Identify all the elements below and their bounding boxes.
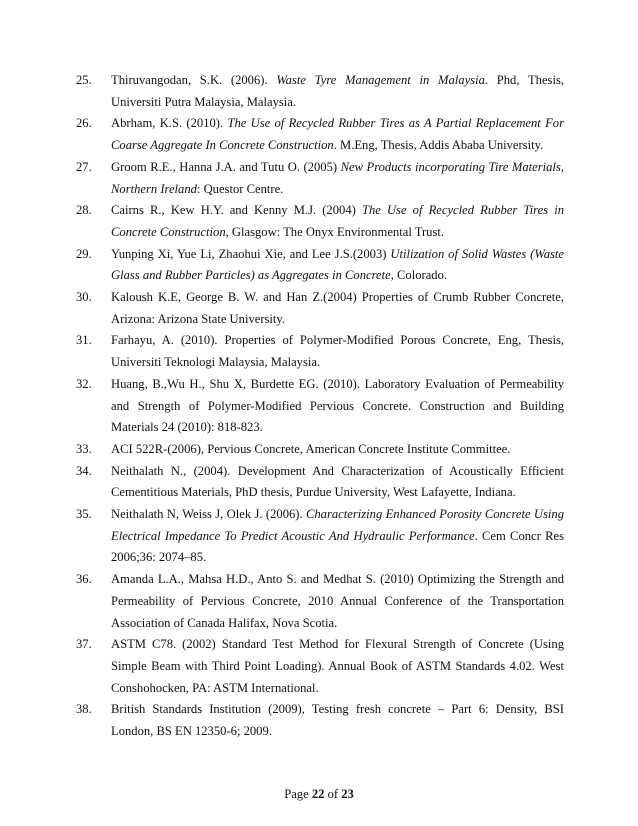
reference-title: Characterizing Enhanced Porosity Concrete Using Electrical Impedance To Predict Acoustic And Hydraulic Performance bbox=[111, 507, 564, 543]
reference-text bbox=[111, 634, 564, 699]
reference-segment: Thiruvangodan, S.K. (2006). bbox=[111, 73, 277, 87]
reference-item bbox=[76, 374, 564, 439]
reference-item bbox=[76, 244, 564, 287]
reference-item bbox=[76, 113, 564, 156]
reference-number: 26. bbox=[76, 116, 92, 131]
reference-item bbox=[76, 461, 564, 504]
footer-prefix: Page bbox=[284, 787, 312, 801]
reference-item bbox=[76, 70, 564, 113]
reference-title: New Products incorporating Tire Materials, Northern Ireland bbox=[111, 159, 564, 196]
reference-segment: . M.Eng, Thesis, Addis Ababa University. bbox=[333, 138, 544, 153]
reference-text bbox=[111, 374, 564, 439]
reference-segment: Amanda L.A., Mahsa H.D., Anto S. and Medhat S. (2010) Optimizing the Strength and Permeability of Pervious Concrete, 2010 Annual Conference of the Transportation Association of Canada Halifax, Nova Scotia. bbox=[111, 572, 564, 630]
reference-segment: Huang, B.,Wu H., Shu X, Burdette EG. (2010). Laboratory Evaluation of Permeability and Strength of Polymer-Modified Pervious Concrete. Construction and Building Materials 24 (2010): 818-823. bbox=[111, 376, 564, 435]
total-page-count: 23 bbox=[341, 787, 354, 801]
reference-number: 38. bbox=[76, 702, 92, 717]
reference-text bbox=[111, 157, 564, 200]
reference-item bbox=[76, 200, 564, 243]
reference-text bbox=[111, 330, 564, 373]
reference-number: 30. bbox=[76, 290, 92, 305]
reference-text bbox=[111, 439, 564, 461]
reference-segment: Farhayu, A. (2010). Properties of Polymer-Modified Porous Concrete, Eng, Thesis, Universiti Teknologi Malaysia, Malaysia. bbox=[111, 333, 564, 370]
reference-item bbox=[76, 330, 564, 373]
reference-item bbox=[76, 699, 564, 742]
reference-segment: : Questor Centre. bbox=[196, 181, 284, 196]
reference-segment: Groom R.E., Hanna J.A. and Tutu O. (2005) bbox=[111, 159, 341, 174]
reference-number: 34. bbox=[76, 463, 92, 478]
reference-segment: Abrham, K.S. (2010). bbox=[111, 116, 228, 131]
reference-number: 32. bbox=[76, 376, 92, 391]
reference-segment: ACI 522R-(2006), Pervious Concrete, American Concrete Institute Committee. bbox=[111, 441, 511, 456]
reference-item bbox=[76, 504, 564, 569]
reference-text bbox=[111, 504, 564, 569]
reference-segment: , Glasgow: The Onyx Environmental Trust. bbox=[225, 224, 445, 239]
reference-segment: . Cem Concr Res 2006;36: 2074–85. bbox=[111, 528, 564, 565]
reference-text bbox=[111, 200, 564, 243]
reference-number: 36. bbox=[76, 572, 92, 587]
reference-title: Waste Tyre Management in Malaysia. bbox=[276, 73, 489, 87]
reference-number: 25. bbox=[76, 73, 92, 87]
reference-number: 35. bbox=[76, 507, 92, 522]
reference-list bbox=[76, 70, 564, 743]
footer-of: of bbox=[324, 787, 342, 801]
reference-number: 37. bbox=[76, 637, 92, 652]
reference-segment: ASTM C78. (2002) Standard Test Method for Flexural Strength of Concrete (Using Simple Beam with Third Point Loading). Annual Book of ASTM Standards 4.02. West Conshohocken, PA: ASTM International. bbox=[111, 637, 564, 695]
reference-item bbox=[76, 157, 564, 200]
reference-text bbox=[111, 70, 564, 113]
reference-item bbox=[76, 439, 564, 461]
reference-item bbox=[76, 569, 564, 634]
reference-text bbox=[111, 699, 564, 742]
reference-number: 29. bbox=[76, 246, 92, 261]
reference-text bbox=[111, 461, 564, 504]
reference-item bbox=[76, 287, 564, 330]
reference-segment: Yunping Xi, Yue Li, Zhaohui Xie, and Lee J.S.(2003) bbox=[111, 246, 391, 261]
reference-segment: Neithalath N, Weiss J, Olek J. (2006). bbox=[111, 507, 306, 522]
reference-title: The Use of Recycled Rubber Tires in Concrete Construction bbox=[111, 203, 565, 239]
reference-number: 28. bbox=[76, 203, 92, 218]
page-footer bbox=[0, 787, 638, 802]
reference-text bbox=[111, 569, 564, 634]
reference-title: Utilization of Solid Wastes (Waste Glass and Rubber Particles) as Aggregates in Concrete bbox=[111, 246, 564, 283]
reference-item bbox=[76, 634, 564, 699]
reference-number: 27. bbox=[76, 159, 92, 174]
reference-number: 33. bbox=[76, 441, 92, 456]
reference-segment: Phd, Thesis, Universiti Putra Malaysia, Malaysia. bbox=[111, 73, 564, 109]
reference-text bbox=[111, 244, 564, 287]
reference-segment: British Standards Institution (2009), Testing fresh concrete – Part 6: Density, BSI London, BS EN 12350-6; 2009. bbox=[111, 702, 564, 739]
reference-segment: , Colorado. bbox=[390, 268, 448, 283]
reference-text bbox=[111, 287, 564, 330]
reference-text bbox=[111, 113, 564, 156]
reference-title: The Use of Recycled Rubber Tires as A Partial Replacement For Coarse Aggregate In Concrete Construction bbox=[111, 116, 564, 153]
reference-segment: Kaloush K.E, George B. W. and Han Z.(2004) Properties of Crumb Rubber Concrete, Arizona: Arizona State University. bbox=[111, 290, 564, 326]
reference-segment: Cairns R., Kew H.Y. and Kenny M.J. (2004) bbox=[111, 203, 362, 218]
current-page-number: 22 bbox=[311, 787, 325, 801]
reference-segment: Neithalath N., (2004). Development And Characterization of Acoustically Efficient Cementitious Materials, PhD thesis, Purdue University, West Lafayette, Indiana. bbox=[111, 463, 564, 500]
reference-number: 31. bbox=[76, 333, 92, 348]
